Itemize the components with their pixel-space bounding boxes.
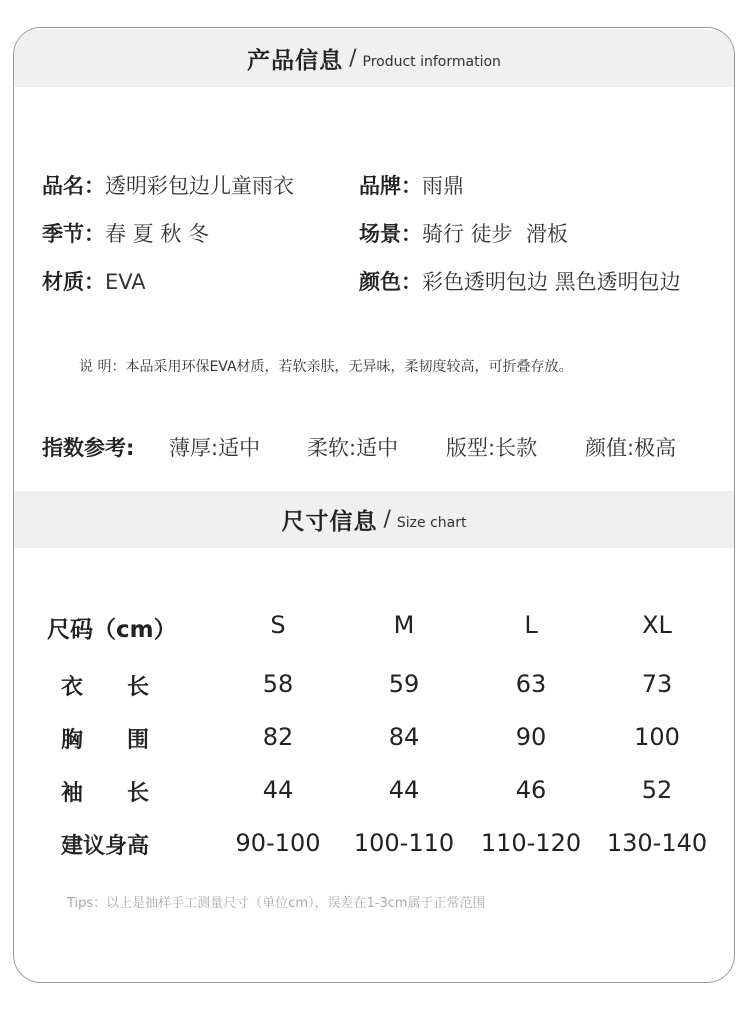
color-label: 颜色： bbox=[359, 270, 422, 294]
table-cell: 44 bbox=[262, 776, 294, 804]
table-cell: 44 bbox=[388, 776, 420, 804]
material-label: 材质： bbox=[42, 270, 105, 294]
table-cell: 46 bbox=[515, 776, 547, 804]
index-fit: 版型:长款 bbox=[446, 436, 538, 460]
table-cell: 73 bbox=[641, 670, 673, 698]
product-info-title: 产品信息 bbox=[247, 48, 344, 74]
table-cell: 90-100 bbox=[235, 829, 321, 857]
tips-note: Tips：以上是抽样手工测量尺寸（单位cm），误差在1-3cm属于正常范围 bbox=[67, 896, 486, 911]
info-name bbox=[42, 170, 294, 200]
size-col-xl: XL bbox=[642, 611, 672, 639]
product-info-subtitle: Product information bbox=[362, 53, 501, 70]
index-softness: 柔软:适中 bbox=[307, 436, 399, 460]
info-season bbox=[42, 218, 209, 248]
size-col-s: S bbox=[270, 611, 286, 639]
description-text: 说 明：本品采用环保EVA材质，若软亲肤，无异味，柔韧度较高，可折叠存放。 bbox=[79, 359, 573, 375]
table-cell: 58 bbox=[262, 670, 294, 698]
row-label-length: 衣 长 bbox=[61, 675, 150, 700]
table-cell: 100 bbox=[634, 723, 680, 751]
size-header-label: 尺码（cm） bbox=[47, 617, 177, 643]
brand-label: 品牌： bbox=[359, 174, 422, 198]
brand-value: 雨鼎 bbox=[422, 174, 464, 198]
season-label: 季节： bbox=[42, 222, 105, 246]
table-cell: 59 bbox=[388, 670, 420, 698]
size-col-m: M bbox=[393, 611, 415, 639]
info-color bbox=[359, 266, 681, 296]
table-cell: 82 bbox=[262, 723, 294, 751]
size-chart-subtitle: Size chart bbox=[396, 514, 467, 531]
header-separator: / bbox=[349, 46, 357, 71]
index-label: 指数参考: bbox=[42, 436, 135, 460]
name-value: 透明彩包边儿童雨衣 bbox=[105, 174, 294, 198]
size-chart-header bbox=[14, 491, 734, 548]
table-cell: 130-140 bbox=[606, 829, 708, 857]
table-cell: 100-110 bbox=[353, 829, 455, 857]
table-cell: 110-120 bbox=[480, 829, 582, 857]
row-label-sleeve: 袖 长 bbox=[61, 781, 150, 806]
size-col-l: L bbox=[524, 611, 538, 639]
size-chart-title: 尺寸信息 bbox=[281, 509, 378, 535]
product-info-header bbox=[14, 30, 734, 87]
row-label-height: 建议身高 bbox=[61, 834, 150, 859]
info-material bbox=[42, 266, 146, 296]
info-scene bbox=[359, 218, 568, 248]
table-cell: 52 bbox=[641, 776, 673, 804]
scene-value: 骑行 徒步 滑板 bbox=[422, 222, 569, 246]
index-thickness: 薄厚:适中 bbox=[169, 436, 261, 460]
season-value: 春 夏 秋 冬 bbox=[105, 222, 210, 246]
color-value: 彩色透明包边 黑色透明包边 bbox=[422, 270, 681, 294]
table-cell: 63 bbox=[515, 670, 547, 698]
material-value: EVA bbox=[105, 270, 146, 294]
header-separator: / bbox=[383, 507, 391, 532]
scene-label: 场景： bbox=[359, 222, 422, 246]
index-looks: 颜值:极高 bbox=[585, 436, 677, 460]
product-card bbox=[13, 27, 735, 983]
info-brand bbox=[359, 170, 464, 200]
table-cell: 84 bbox=[388, 723, 420, 751]
name-label: 品名： bbox=[42, 174, 105, 198]
row-label-chest: 胸 围 bbox=[61, 728, 150, 753]
table-cell: 90 bbox=[515, 723, 547, 751]
